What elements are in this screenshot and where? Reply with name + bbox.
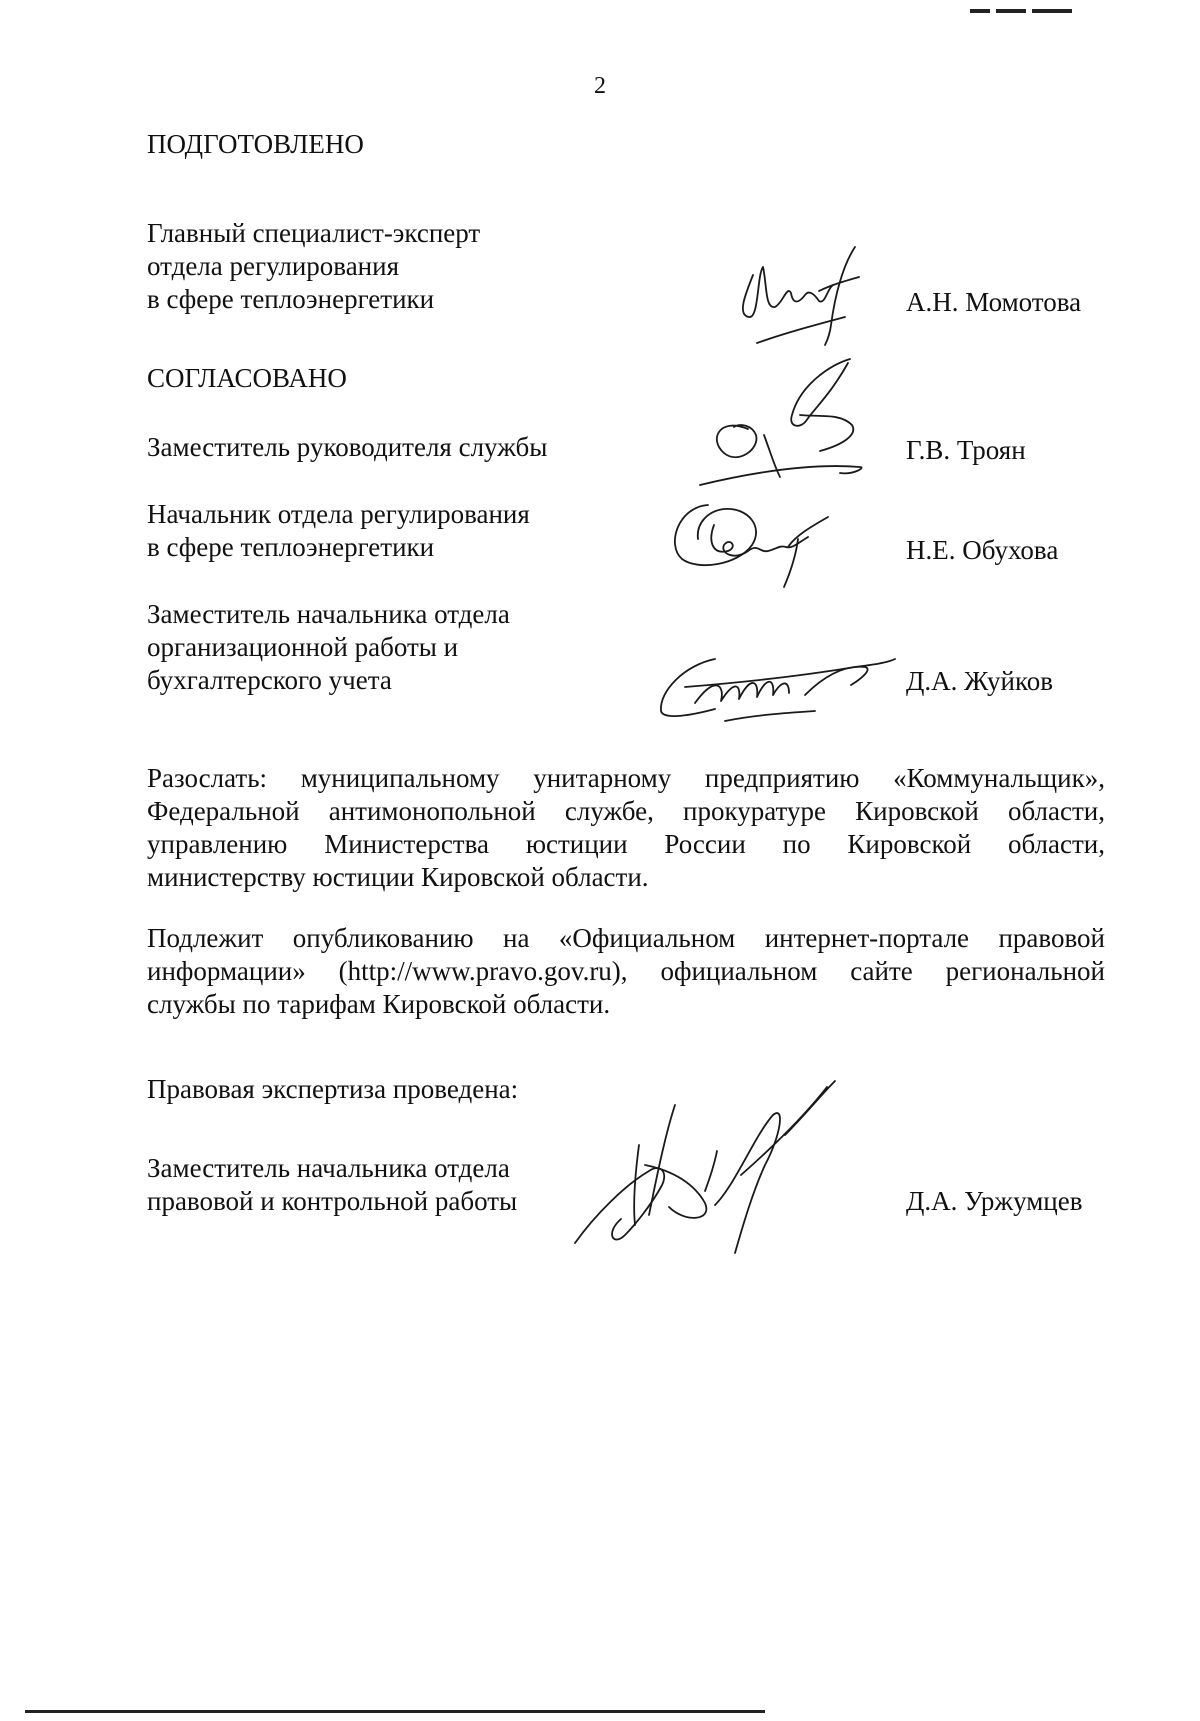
scan-bottom-edge [25, 1710, 765, 1713]
agreed-signer-2-position-line-2: в сфере теплоэнергетики [147, 532, 435, 562]
legal-review-signer-name: Д.А. Уржумцев [906, 1186, 1083, 1216]
prepared-position-line-1: Главный специалист-эксперт [147, 218, 481, 248]
distribution-line-4: министерству юстиции Кировской области. [147, 862, 649, 892]
prepared-position-line-2: отдела регулирования [147, 251, 400, 281]
agreed-signer-3-position-line-2: организационной работы и [147, 632, 459, 662]
distribution-paragraph [147, 762, 1105, 894]
legal-review-heading: Правовая экспертиза проведена: [147, 1074, 519, 1104]
publication-line-3: службы по тарифам Кировской области. [147, 989, 611, 1019]
signature-obukhova [668, 495, 843, 595]
prepared-position-line-3: в сфере теплоэнергетики [147, 284, 435, 314]
agreed-signer-1-name: Г.В. Троян [906, 435, 1026, 465]
distribution-line-3: управлению Министерства юстиции России по Кировской области, [147, 829, 1105, 859]
distribution-line-2: Федеральной антимонопольной службе, прокуратуре Кировской области, [147, 796, 1105, 826]
agreed-signer-2-position-line-1: Начальник отдела регулирования [147, 499, 530, 529]
agreed-signer-2-name: Н.Е. Обухова [906, 535, 1059, 565]
agreed-signer-1-position-line-1: Заместитель руководителя службы [147, 432, 548, 462]
agreed-signer-3-name: Д.А. Жуйков [906, 666, 1053, 696]
legal-review-position-line-2: правовой и контрольной работы [147, 1186, 518, 1216]
agreed-signer-3-position-line-1: Заместитель начальника отдела [147, 599, 510, 629]
publication-line-1: Подлежит опубликованию на «Официальном интернет-портале правовой [147, 923, 1105, 953]
publication-paragraph [147, 922, 1105, 1021]
signature-troyan [680, 355, 880, 505]
agreed-signer-3-position-line-3: бухгалтерского учета [147, 665, 392, 695]
signature-momotova [735, 245, 875, 355]
prepared-signer-name: А.Н. Момотова [906, 287, 1082, 317]
page-number: 2 [594, 73, 606, 99]
distribution-line-1: Разослать: муниципальному унитарному предприятию «Коммунальщик», [147, 763, 1105, 793]
agreed-heading: СОГЛАСОВАНО [147, 363, 347, 393]
prepared-heading: ПОДГОТОВЛЕНО [147, 129, 364, 159]
scan-edge-mark [970, 0, 1080, 4]
signature-zhuikov [655, 645, 900, 725]
signature-urzhumtsev [565, 1075, 875, 1260]
legal-review-position-line-1: Заместитель начальника отдела [147, 1153, 510, 1183]
publication-line-2: информации» (http://www.pravo.gov.ru), официальном сайте региональной [147, 956, 1105, 986]
